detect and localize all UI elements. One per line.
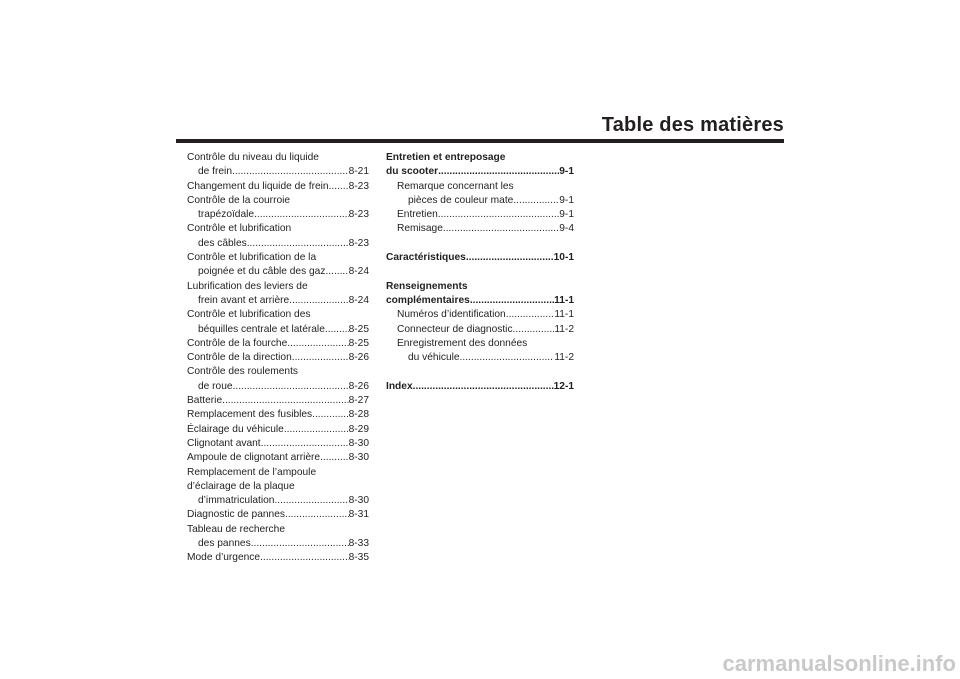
page-title: Table des matières [601,114,784,136]
toc-dot-leader [438,208,559,222]
toc-dot-leader [325,265,348,279]
toc-page-number: 8-35 [348,552,369,564]
toc-entry[interactable] [386,180,574,209]
toc-dot-leader [285,508,349,522]
toc-page-number: 8-26 [348,352,369,364]
toc-entry[interactable] [187,423,369,437]
toc-entry[interactable] [386,222,574,236]
toc-page-number: 8-24 [348,266,369,278]
toc-entry[interactable] [187,280,369,309]
toc-entry-text: frein avant et arrière [198,294,290,306]
toc-entry-text: Clignotant avant [187,437,261,449]
toc-page-number: 8-25 [348,337,369,349]
toc-entry-text: Ampoule de clignotant arrière [187,452,321,464]
toc-page-number: 12-1 [553,380,574,392]
toc-page-number: 8-24 [348,294,369,306]
toc-page-number: 8-23 [348,237,369,249]
toc-dot-leader [289,294,348,308]
toc-entry-text: du véhicule [408,352,460,364]
toc-entry[interactable] [187,451,369,465]
toc-entry-text: Tableau de recherche [187,523,285,535]
toc-entry-text: des câbles [198,237,247,249]
toc-left-column [187,151,369,566]
toc-page-number: 9-1 [559,194,574,206]
toc-dot-leader [470,294,554,308]
toc-page-number: 8-25 [348,323,369,335]
toc-entry-text: Remplacement des fusibles [187,409,313,421]
toc-page-number: 8-21 [348,166,369,178]
toc-dot-leader [320,451,349,465]
toc-gap [386,365,574,379]
toc-entry[interactable] [187,308,369,337]
toc-entry-text: Index [386,380,413,392]
toc-entry[interactable] [187,523,369,552]
toc-entry[interactable] [187,351,369,365]
toc-dot-leader [312,408,348,422]
toc-dot-leader [292,351,349,365]
toc-entry-text: du scooter [386,166,439,178]
toc-dot-leader [287,337,348,351]
toc-entry-text: Remplacement de l’ampoule [187,466,317,478]
toc-entry-text: Contrôle de la direction [187,352,292,364]
toc-entry-text: Diagnostic de pannes [187,509,285,521]
toc-page-number: 8-28 [348,409,369,421]
toc-page-number: 11-2 [554,352,574,364]
toc-dot-leader [438,165,559,179]
toc-page-number: 8-30 [348,495,369,507]
toc-entry[interactable] [187,508,369,522]
toc-entry[interactable] [386,251,574,265]
toc-dot-leader [506,308,555,322]
toc-dot-leader [247,237,349,251]
toc-dot-leader [222,394,349,408]
toc-entry-text: Contrôle du niveau du liquide [187,152,319,163]
toc-entry[interactable] [386,380,574,394]
toc-entry[interactable] [187,180,369,194]
toc-entry-text: Changement du liquide de frein [187,180,329,192]
toc-entry[interactable] [187,408,369,422]
toc-dot-leader [513,194,559,208]
watermark: carmanualsonline.info [722,651,956,676]
toc-page-number: 11-1 [554,309,574,321]
toc-entry-text: Remarque concernant les [397,180,514,192]
toc-entry[interactable] [187,151,369,180]
toc-entry-text: Entretien et entreposage [386,152,506,163]
toc-entry-text: Caractéristiques [386,252,466,264]
toc-entry[interactable] [386,280,574,309]
toc-dot-leader [325,323,349,337]
toc-entry-text: complémentaires [386,294,470,306]
toc-entry-text: Numéros d’identification [397,309,506,321]
toc-entry-text: Contrôle et lubrification [187,223,292,235]
toc-page-number: 8-29 [348,423,369,435]
toc-entry[interactable] [187,466,369,509]
toc-entry-text: Contrôle de la fourche [187,337,288,349]
toc-page-number: 10-1 [553,252,574,264]
toc-entry-text: Renseignements [386,280,468,292]
toc-dot-leader [274,494,348,508]
toc-entry[interactable] [187,337,369,351]
toc-dot-leader [254,208,349,222]
toc-entry-text: Remisage [397,223,443,235]
toc-entry[interactable] [386,323,574,337]
toc-dot-leader [443,222,559,236]
toc-page-number: 11-2 [554,323,574,335]
toc-page-number: 9-1 [559,166,574,178]
toc-entry-text: trapézoïdale [198,209,255,221]
toc-dot-leader [233,380,349,394]
toc-page-number: 8-23 [348,180,369,192]
toc-entry-text: Connecteur de diagnostic [397,323,513,335]
toc-entry[interactable] [386,308,574,322]
toc-entry-text: Lubrification des leviers de [187,280,308,292]
toc-dot-leader [513,323,555,337]
toc-entry[interactable] [386,151,574,180]
toc-entry-text: Éclairage du véhicule [187,423,284,435]
toc-entry-text: pièces de couleur mate [408,194,514,206]
toc-dot-leader [460,351,555,365]
toc-dot-leader [232,165,349,179]
toc-entry[interactable] [187,365,369,394]
toc-page-number: 8-26 [348,380,369,392]
toc-gap [386,265,574,279]
toc-entry-text: Contrôle des roulements [187,366,298,378]
toc-entry-text: Contrôle et lubrification de la [187,252,317,264]
toc-entry[interactable] [187,394,369,408]
toc-dot-leader [260,551,349,565]
toc-right-column [386,151,574,394]
toc-page-number: 8-30 [348,452,369,464]
toc-entry-text: de frein [198,166,232,178]
toc-entry-text: Contrôle de la courroie [187,194,291,206]
toc-dot-leader [466,251,554,265]
toc-entry-text: Contrôle et lubrification des [187,309,311,321]
toc-entry[interactable] [187,551,369,565]
toc-entry-text: de roue [198,380,233,392]
toc-page-number: 8-33 [348,538,369,550]
toc-page-number: 11-1 [554,294,574,306]
toc-dot-leader [261,437,349,451]
toc-entry[interactable] [386,337,574,366]
toc-entry[interactable] [187,194,369,223]
toc-dot-leader [251,537,349,551]
toc-dot-leader [413,380,554,394]
toc-entry[interactable] [187,251,369,280]
toc-entry-text: d’éclairage de la plaque [187,480,295,492]
title-rule [176,139,784,143]
toc-dot-leader [329,180,349,194]
toc-entry-text: Enregistrement des données [397,337,528,349]
toc-page-number: 9-4 [559,223,574,235]
toc-page-number: 8-30 [348,437,369,449]
toc-entry-text: des pannes [198,538,251,550]
toc-entry[interactable] [187,222,369,251]
toc-entry[interactable] [386,208,574,222]
toc-gap [386,237,574,251]
toc-page-number: 8-31 [348,509,369,521]
toc-entry-text: béquilles centrale et latérale [198,323,325,335]
toc-dot-leader [284,423,349,437]
toc-entry-text: Batterie [187,395,223,407]
toc-entry-text: poignée et du câble des gaz [198,266,326,278]
toc-page-number: 9-1 [559,209,574,221]
toc-entry-text: d’immatriculation [198,495,275,507]
toc-entry[interactable] [187,437,369,451]
toc-page-number: 8-23 [348,209,369,221]
toc-entry-text: Mode d’urgence [187,552,261,564]
toc-page-number: 8-27 [348,395,369,407]
toc-entry-text: Entretien [397,209,438,221]
